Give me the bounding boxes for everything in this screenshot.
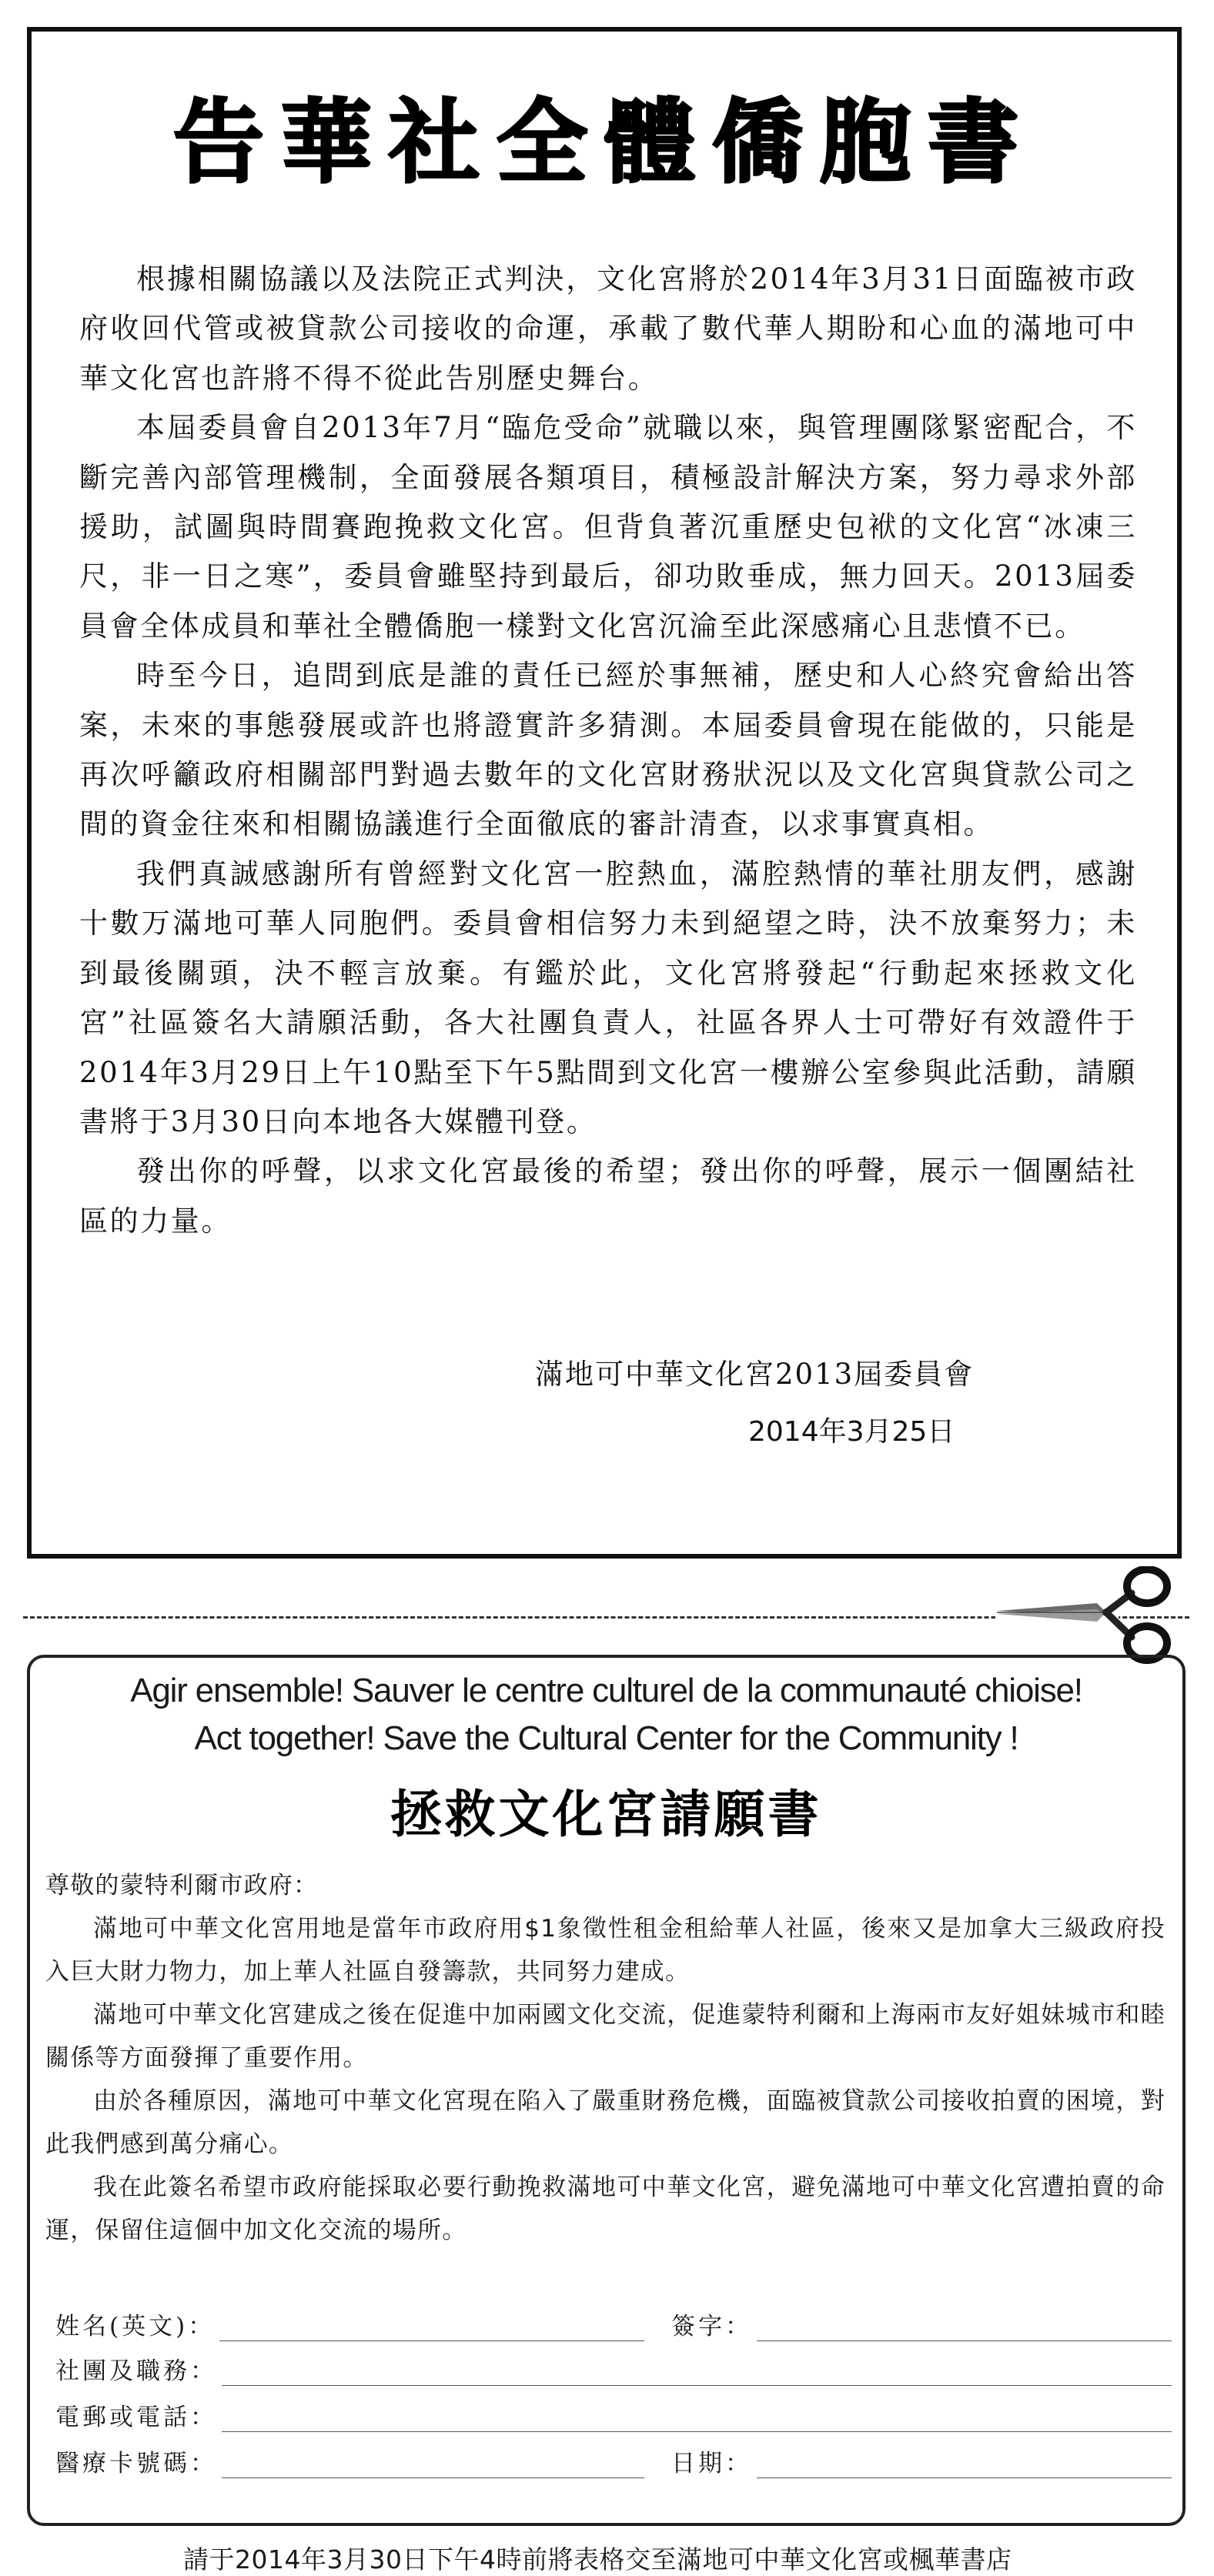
petition-paragraph: 滿地可中華文化宮建成之後在促進中加兩國文化交流，促進蒙特利爾和上海兩市友好姐妹城市和睦關係等方面發揮了重要作用。 [45,2001,1166,2072]
contact-label: 電郵或電話： [55,2404,217,2431]
medical-card-line[interactable] [222,2454,644,2478]
french-heading: Agir ensemble! Sauver le centre culturel de la communauté chioise! [130,1672,1082,1709]
petition-salutation: 尊敬的蒙特利爾市政府： [45,1872,319,1899]
petition-paragraph: 我在此簽名希望市政府能採取必要行動挽救滿地可中華文化宮，避免滿地可中華文化宮遭拍賣的命運，保留住這個中加文化交流的場所。 [45,2173,1166,2244]
organization-field[interactable] [55,2350,1172,2386]
letter-title: 告華社全體僑胞書 [172,89,1035,195]
petition-body [45,1864,1166,2252]
petition-title: 拯救文化宮請願書 [390,1784,822,1844]
date-label: 日期： [671,2450,752,2477]
scissors-icon [989,1566,1174,1666]
letter-body [79,255,1137,1246]
medical-card-label: 醫療卡號碼： [55,2450,217,2477]
field-row-name [55,2306,1166,2344]
letter-paragraph: 我們真誠感謝所有曾經對文化宮一腔熱血，滿腔熱情的華社朋友們，感謝十數万滿地可華人同胞們。委員會相信努力未到絕望之時，決不放棄努力；未到最後關頭，決不輕言放棄。有鑑於此，文化宮將發起“行動起來拯救文化宮”社區簽名大請願活動，各大社團負責人，社區各界人士可帶好有效證件于2014年3月29日上午10點至下午5點間到文化宮一樓辦公室參與此活動，請願書將于3月30日向本地各大媒體刊登。 [79,857,1137,1138]
letter-signature-date: 2014年3月25日 [748,1416,955,1448]
date-line[interactable] [757,2454,1172,2478]
contact-field[interactable] [55,2397,1172,2432]
contact-line[interactable] [222,2408,1172,2432]
organization-line[interactable] [222,2362,1172,2386]
petition-form [27,1655,1186,2526]
signature-line[interactable] [757,2317,1172,2341]
letter-paragraph: 根據相關協議以及法院正式判決，文化宮將於2014年3月31日面臨被市政府收回代管或被貸款公司接收的命運，承載了數代華人期盼和心血的滿地可中華文化宮也許將不得不從此告別歷史舞台。 [79,262,1137,395]
field-row-organization [55,2350,1166,2389]
letter-paragraph: 本屆委員會自2013年7月“臨危受命”就職以來，與管理團隊緊密配合，不斷完善內部管理機制，全面發展各類項目，積極設計解決方案，努力尋求外部援助，試圖與時間賽跑挽救文化宮。但背負著沉重歷史包袱的文化宮“冰凍三尺，非一日之寒”，委員會雖堅持到最后，卻功敗垂成，無力回天。2013屆委員會全体成員和華社全體僑胞一樣對文化宮沉淪至此深感痛心且悲憤不已。 [79,411,1137,643]
letter-paragraph: 發出你的呼聲，以求文化宮最後的希望；發出你的呼聲，展示一個團結社區的力量。 [79,1154,1137,1238]
name-field[interactable] [55,2306,644,2341]
petition-paragraph: 滿地可中華文化宮用地是當年市政府用$1象徵性租金租給華人社區，後來又是加拿大三級政府投入巨大財力物力，加上華人社區自發籌款，共同努力建成。 [45,1915,1166,1986]
submission-note: 請于2014年3月30日下午4時前將表格交至滿地可中華文化宮或楓華書店 [183,2544,1012,2574]
field-row-contact [55,2397,1166,2435]
petition-paragraph: 由於各種原因，滿地可中華文化宮現在陷入了嚴重財務危機，面臨被貸款公司接收拍賣的困境，對此我們感到萬分痛心。 [45,2087,1166,2158]
name-line[interactable] [219,2317,644,2341]
signature-field[interactable] [671,2306,1172,2341]
field-row-medical [55,2443,1166,2481]
organization-label: 社團及職務： [55,2357,217,2385]
medical-card-field[interactable] [55,2443,644,2478]
announcement-letter [27,27,1182,1559]
date-field[interactable] [671,2443,1172,2478]
letter-paragraph: 時至今日，追問到底是誰的責任已經於事無補，歷史和人心終究會給出答案，未來的事態發展或許也將證實許多猜測。本屆委員會現在能做的，只能是再次呼籲政府相關部門對過去數年的文化宮財務狀況以及文化宮與貸款公司之間的資金往來和相關協議進行全面徹底的審計清查，以求事實真相。 [79,659,1137,841]
signature-label: 簽字： [671,2313,752,2340]
letter-signature-org: 滿地可中華文化宮2013屆委員會 [535,1358,975,1391]
name-label: 姓名(英文)： [55,2313,216,2340]
english-heading: Act together! Save the Cultural Center for the Community ! [194,1719,1018,1757]
